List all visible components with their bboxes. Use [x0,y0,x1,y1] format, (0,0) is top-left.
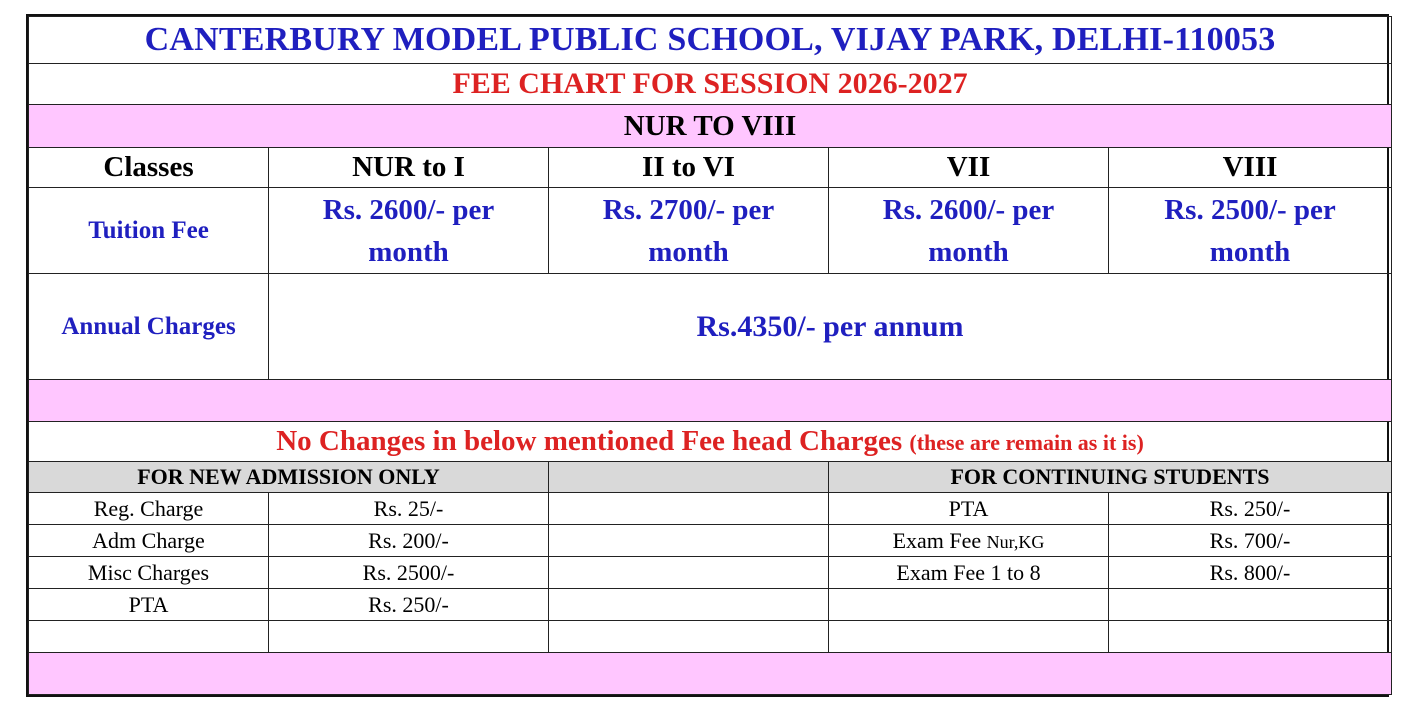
empty-cell [1109,621,1392,653]
empty-cell [1109,589,1392,621]
note-main: No Changes in below mentioned Fee head Charges [276,425,903,457]
table-row [29,589,1392,621]
classes-label: Classes [29,148,269,188]
tuition-amount: Rs. 2700/- per [602,193,775,226]
empty-cell [549,493,829,525]
new-item-name: Misc Charges [29,557,269,589]
new-item-amount: Rs. 250/- [269,589,549,621]
continuing-item-name-small: Nur,KG [986,531,1045,552]
empty-cell [549,589,829,621]
new-item-amount: Rs. 2500/- [269,557,549,589]
class-group-4: VIII [1109,148,1392,188]
tuition-unit: month [368,235,449,268]
tuition-unit: month [648,235,729,268]
tuition-row [29,188,1392,274]
continuing-item-name [829,525,1109,557]
tuition-amount: Rs. 2600/- per [322,193,495,226]
empty-cell [269,621,549,653]
table-row [29,525,1392,557]
footer-spacer-row [29,653,1392,695]
title-row [29,17,1392,64]
classes-row [29,148,1392,188]
pink-footer [29,653,1392,695]
continuing-item-name: Exam Fee 1 to 8 [829,557,1109,589]
class-group-2: II to VI [549,148,829,188]
school-name: CANTERBURY MODEL PUBLIC SCHOOL, VIJAY PARK, DELHI-110053 [29,17,1392,64]
new-item-amount: Rs. 25/- [269,493,549,525]
continuing-heading: FOR CONTINUING STUDENTS [829,462,1392,493]
new-item-name: Reg. Charge [29,493,269,525]
annual-row [29,274,1392,380]
subheading-row [29,462,1392,493]
tuition-label: Tuition Fee [29,188,269,274]
empty-cell [829,621,1109,653]
empty-cell [549,525,829,557]
continuing-item-amount: Rs. 800/- [1109,557,1392,589]
annual-value: Rs.4350/- per annum [269,274,1392,380]
no-change-note [29,422,1392,462]
tuition-amount: Rs. 2500/- per [1164,193,1336,226]
new-item-amount: Rs. 200/- [269,525,549,557]
note-paren: (these are remain as it is) [909,430,1144,455]
class-range-row [29,105,1392,148]
tuition-value-3 [829,188,1109,274]
tuition-unit: month [1209,235,1291,268]
table-row [29,621,1392,653]
class-group-1: NUR to I [269,148,549,188]
tuition-value-4 [1109,188,1392,274]
empty-cell [829,589,1109,621]
table-row [29,557,1392,589]
empty-cell [549,621,829,653]
fee-chart-table [28,16,1392,695]
fee-chart-sheet [26,14,1389,697]
empty-heading-cell [549,462,829,493]
table-row [29,493,1392,525]
session-title: FEE CHART FOR SESSION 2026-2027 [29,64,1392,105]
empty-cell [549,557,829,589]
tuition-unit: month [928,235,1009,268]
new-item-name: Adm Charge [29,525,269,557]
tuition-value-1 [269,188,549,274]
spacer-row [29,380,1392,422]
tuition-amount: Rs. 2600/- per [882,193,1055,226]
class-range: NUR TO VIII [29,105,1392,148]
empty-cell [29,621,269,653]
class-group-3: VII [829,148,1109,188]
new-admission-heading: FOR NEW ADMISSION ONLY [29,462,549,493]
pink-spacer [29,380,1392,422]
continuing-item-amount: Rs. 700/- [1109,525,1392,557]
continuing-item-name-main: Exam Fee [892,527,982,553]
session-row [29,64,1392,105]
new-item-name: PTA [29,589,269,621]
continuing-item-amount: Rs. 250/- [1109,493,1392,525]
note-row [29,422,1392,462]
continuing-item-name: PTA [829,493,1109,525]
annual-label: Annual Charges [29,274,269,380]
tuition-value-2 [549,188,829,274]
